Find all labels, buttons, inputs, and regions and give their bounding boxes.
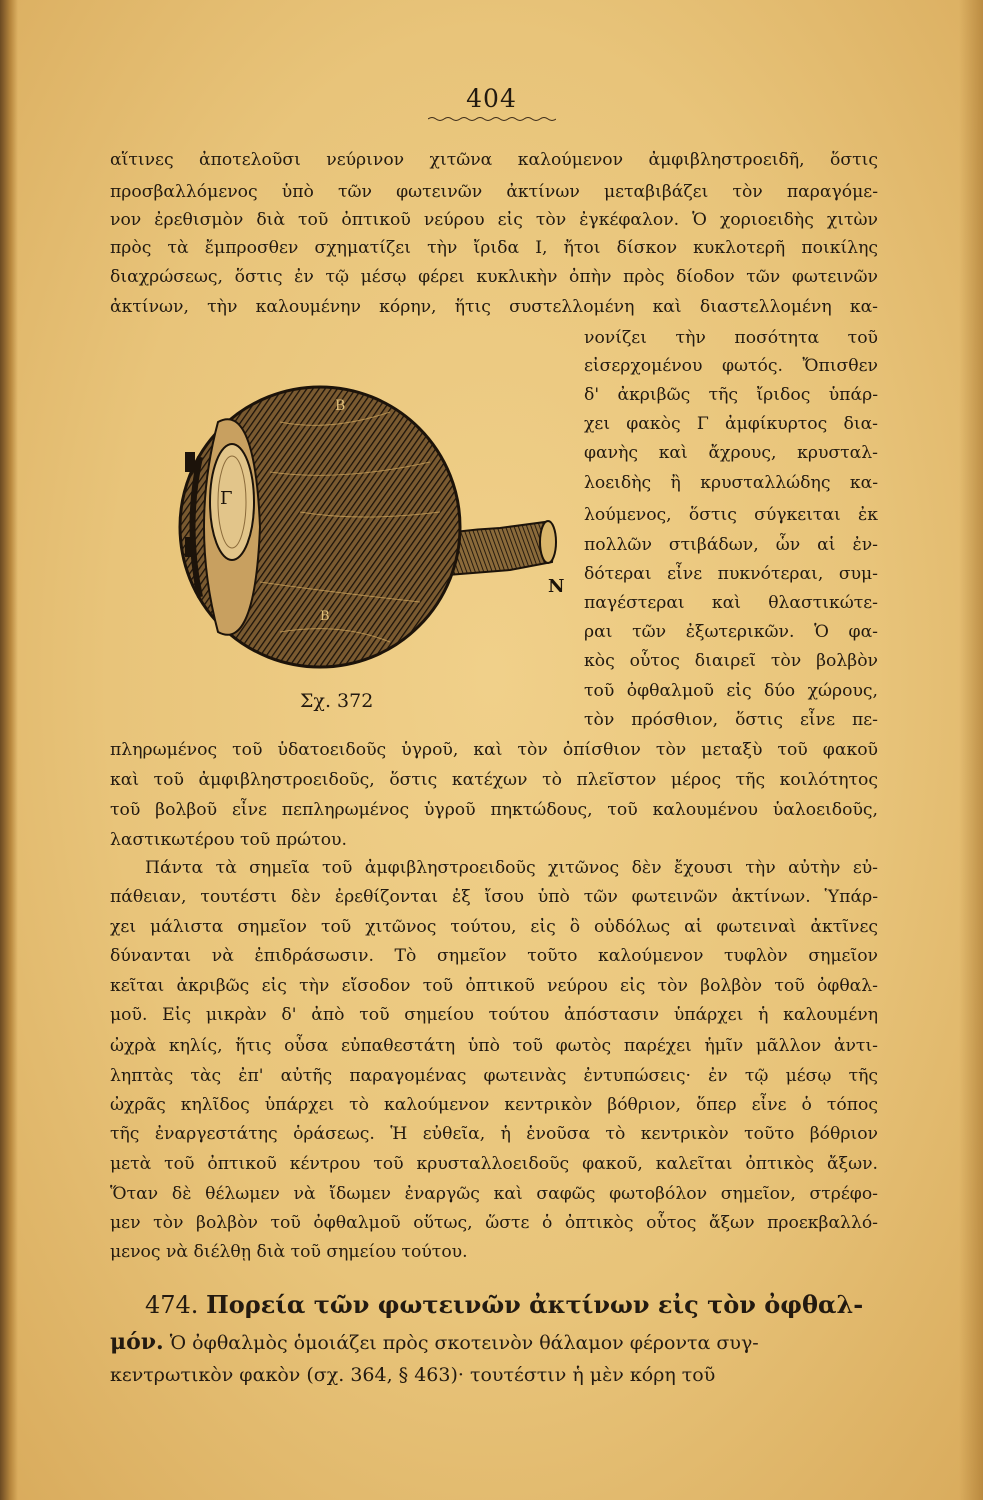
text-line: ραι τῶν ἐξωτερικῶν. Ὁ φα- [584,622,878,642]
text-line: τοῦ βολβοῦ εἶνε πεπληρωμένος ὑγροῦ πηκτώδους, τοῦ καλουμένου ὑαλοειδοῦς, [110,800,878,820]
section-title-end: μόν. [110,1329,164,1355]
text-line: Ὅταν δὲ θέλωμεν νὰ ἴδωμεν ἐναργῶς καὶ σαφῶς φωτοβόλον σημεῖον, στρέφο- [110,1184,878,1204]
text-line: πολλῶν στιβάδων, ὧν αἱ ἐν- [584,535,878,555]
text-line: λοειδὴς ἢ κρυσταλλώδης κα- [584,473,878,493]
text-line: δύνανται νὰ ἐπιδράσωσιν. Τὸ σημεῖον τοῦτο καλούμενον τυφλὸν σημεῖον [110,946,878,966]
figure-caption: Σχ. 372 [300,690,374,712]
text-line: αἵτινες ἀποτελοῦσι νεύρινον χιτῶνα καλούμενον ἀμφιβληστροειδῆ, ὅστις [110,150,878,170]
text-line: κεῖται ἀκριβῶς εἰς τὴν εἴσοδον τοῦ ὀπτικοῦ νεύρου εἰς τὸν βολβὸν τοῦ ὀφθαλ- [110,976,878,996]
text-line: τοῦ ὀφθαλμοῦ εἰς δύο χώρους, [584,681,878,701]
text-line: πάθειαν, τουτέστι δὲν ἐρεθίζονται ἐξ ἴσου ὑπὸ τῶν φωτεινῶν ἀκτίνων. Ὑπάρ- [110,887,878,907]
text-line: μετὰ τοῦ ὀπτικοῦ κέντρου τοῦ κρυσταλλοειδοῦς φακοῦ, καλεῖται ὀπτικὸς ἄξων. [110,1154,878,1174]
section-text-line [110,1330,759,1355]
text-line: φανὴς καὶ ἄχρους, κρυσταλ- [584,443,878,463]
page-edge-shadow [959,0,983,1500]
page-gutter-shadow [0,0,18,1500]
eye-cross-section-figure [160,362,570,692]
section-title: Πορεία τῶν φωτεινῶν ἀκτίνων εἰς τὸν ὀφθαλ- [206,1290,864,1319]
text-line: μοῦ. Εἰς μικρὰν δ' ἀπὸ τοῦ σημείου τούτου ἀπόστασιν ὑπάρχει ἡ καλουμένη [110,1005,878,1025]
text-line: πρὸς τὰ ἔμπροσθεν σχηματίζει τὴν ἴριδα Ι, ἤτοι δίσκον κυκλοτερῆ ποικίλης [110,238,878,258]
figure-label-b-bottom: Β [320,609,330,624]
text-line: ὠχρᾶς κηλῖδος ὑπάρχει τὸ καλούμενον κεντρικὸν βόθριον, ὅπερ εἶνε ὁ τόπος [110,1095,878,1115]
text-line: μενος νὰ διέλθῃ διὰ τοῦ σημείου τούτου. [110,1242,468,1262]
text-line: κὸς οὗτος διαιρεῖ τὸν βολβὸν [584,651,878,671]
text-line: δ' ἀκριβῶς τῆς ἴριδος ὑπάρ- [584,385,878,405]
figure-label-b-top: Β [335,398,346,414]
text-line: πληρωμένος τοῦ ὑδατοειδοῦς ὑγροῦ, καὶ τὸν ὀπίσθιον τὸν μεταξὺ τοῦ φακοῦ [110,740,878,760]
page-number-ornament [428,116,556,122]
section-heading [145,1290,863,1320]
text-line: λαστικωτέρου τοῦ πρώτου. [110,830,347,850]
text-line: χει φακὸς Γ ἀμφίκυρτος δια- [584,414,878,434]
figure-label-gamma: Γ [220,488,233,509]
section-number: 474. [145,1291,199,1319]
section-text: Ὁ ὀφθαλμὸς ὁμοιάζει πρὸς σκοτεινὸν θάλαμον φέροντα συγ- [169,1332,759,1354]
text-line: λούμενος, ὅστις σύγκειται ἐκ [584,505,878,525]
text-line: Πάντα τὰ σημεῖα τοῦ ἀμφιβληστροειδοῦς χιτῶνος δὲν ἔχουσι τὴν αὐτὴν εὐ- [145,858,878,878]
text-line: ἀκτίνων, τὴν καλουμένην κόρην, ἥτις συστελλομένη καὶ διαστελλομένη κα- [110,297,878,317]
text-line: εἰσερχομένου φωτός. Ὄπισθεν [584,356,878,376]
text-line: διαχρώσεως, ὅστις ἐν τῷ μέσῳ φέρει κυκλικὴν ὀπὴν πρὸς δίοδον τῶν φωτεινῶν [110,267,878,287]
figure-label-n: Ν [548,576,565,597]
text-line: καὶ τοῦ ἀμφιβληστροειδοῦς, ὅστις κατέχων τὸ πλεῖστον μέρος τῆς κοιλότητος [110,770,878,790]
text-line: ὠχρὰ κηλίς, ἥτις οὖσα εὐπαθεστάτη ὑπὸ τοῦ φωτὸς παρέχει ἡμῖν μᾶλλον ἀντι- [110,1036,878,1056]
text-line: τῆς ἐναργεστάτης ὁράσεως. Ἡ εὐθεῖα, ἡ ἑνοῦσα τὸ κεντρικὸν τοῦτο βόθριον [110,1124,878,1144]
text-line: μεν τὸν βολβὸν τοῦ ὀφθαλμοῦ οὕτως, ὥστε ὁ ὀπτικὸς οὗτος ἄξων προεκβαλλό- [110,1213,878,1233]
text-line: παγέστεραι καὶ θλαστικώτε- [584,593,878,613]
text-line: τὸν πρόσθιον, ὅστις εἶνε πε- [584,710,878,730]
text-line: νονίζει τὴν ποσότητα τοῦ [584,328,878,348]
text-line: νον ἐρεθισμὸν διὰ τοῦ ὀπτικοῦ νεύρου εἰς τὸν ἐγκέφαλον. Ὁ χοριοειδὴς χιτὼν [110,210,878,230]
text-line: δότεραι εἶνε πυκνότεραι, συμ- [584,564,878,584]
text-line: προσβαλλόμενος ὑπὸ τῶν φωτεινῶν ἀκτίνων μεταβιβάζει τὸν παραγόμε- [110,182,878,202]
text-line: ληπτὰς τὰς ἐπ' αὐτῆς παραγομένας φωτεινὰς ἐντυπώσεις· ἐν τῷ μέσῳ τῆς [110,1066,878,1086]
page-number: 404 [466,84,517,113]
section-text-line: κεντρωτικὸν φακὸν (σχ. 364, § 463)· τουτέστιν ἡ μὲν κόρη τοῦ [110,1364,716,1386]
text-line: χει μάλιστα σημεῖον τοῦ χιτῶνος τούτου, εἰς ὃ οὐδόλως αἱ φωτειναὶ ἀκτῖνες [110,917,878,937]
